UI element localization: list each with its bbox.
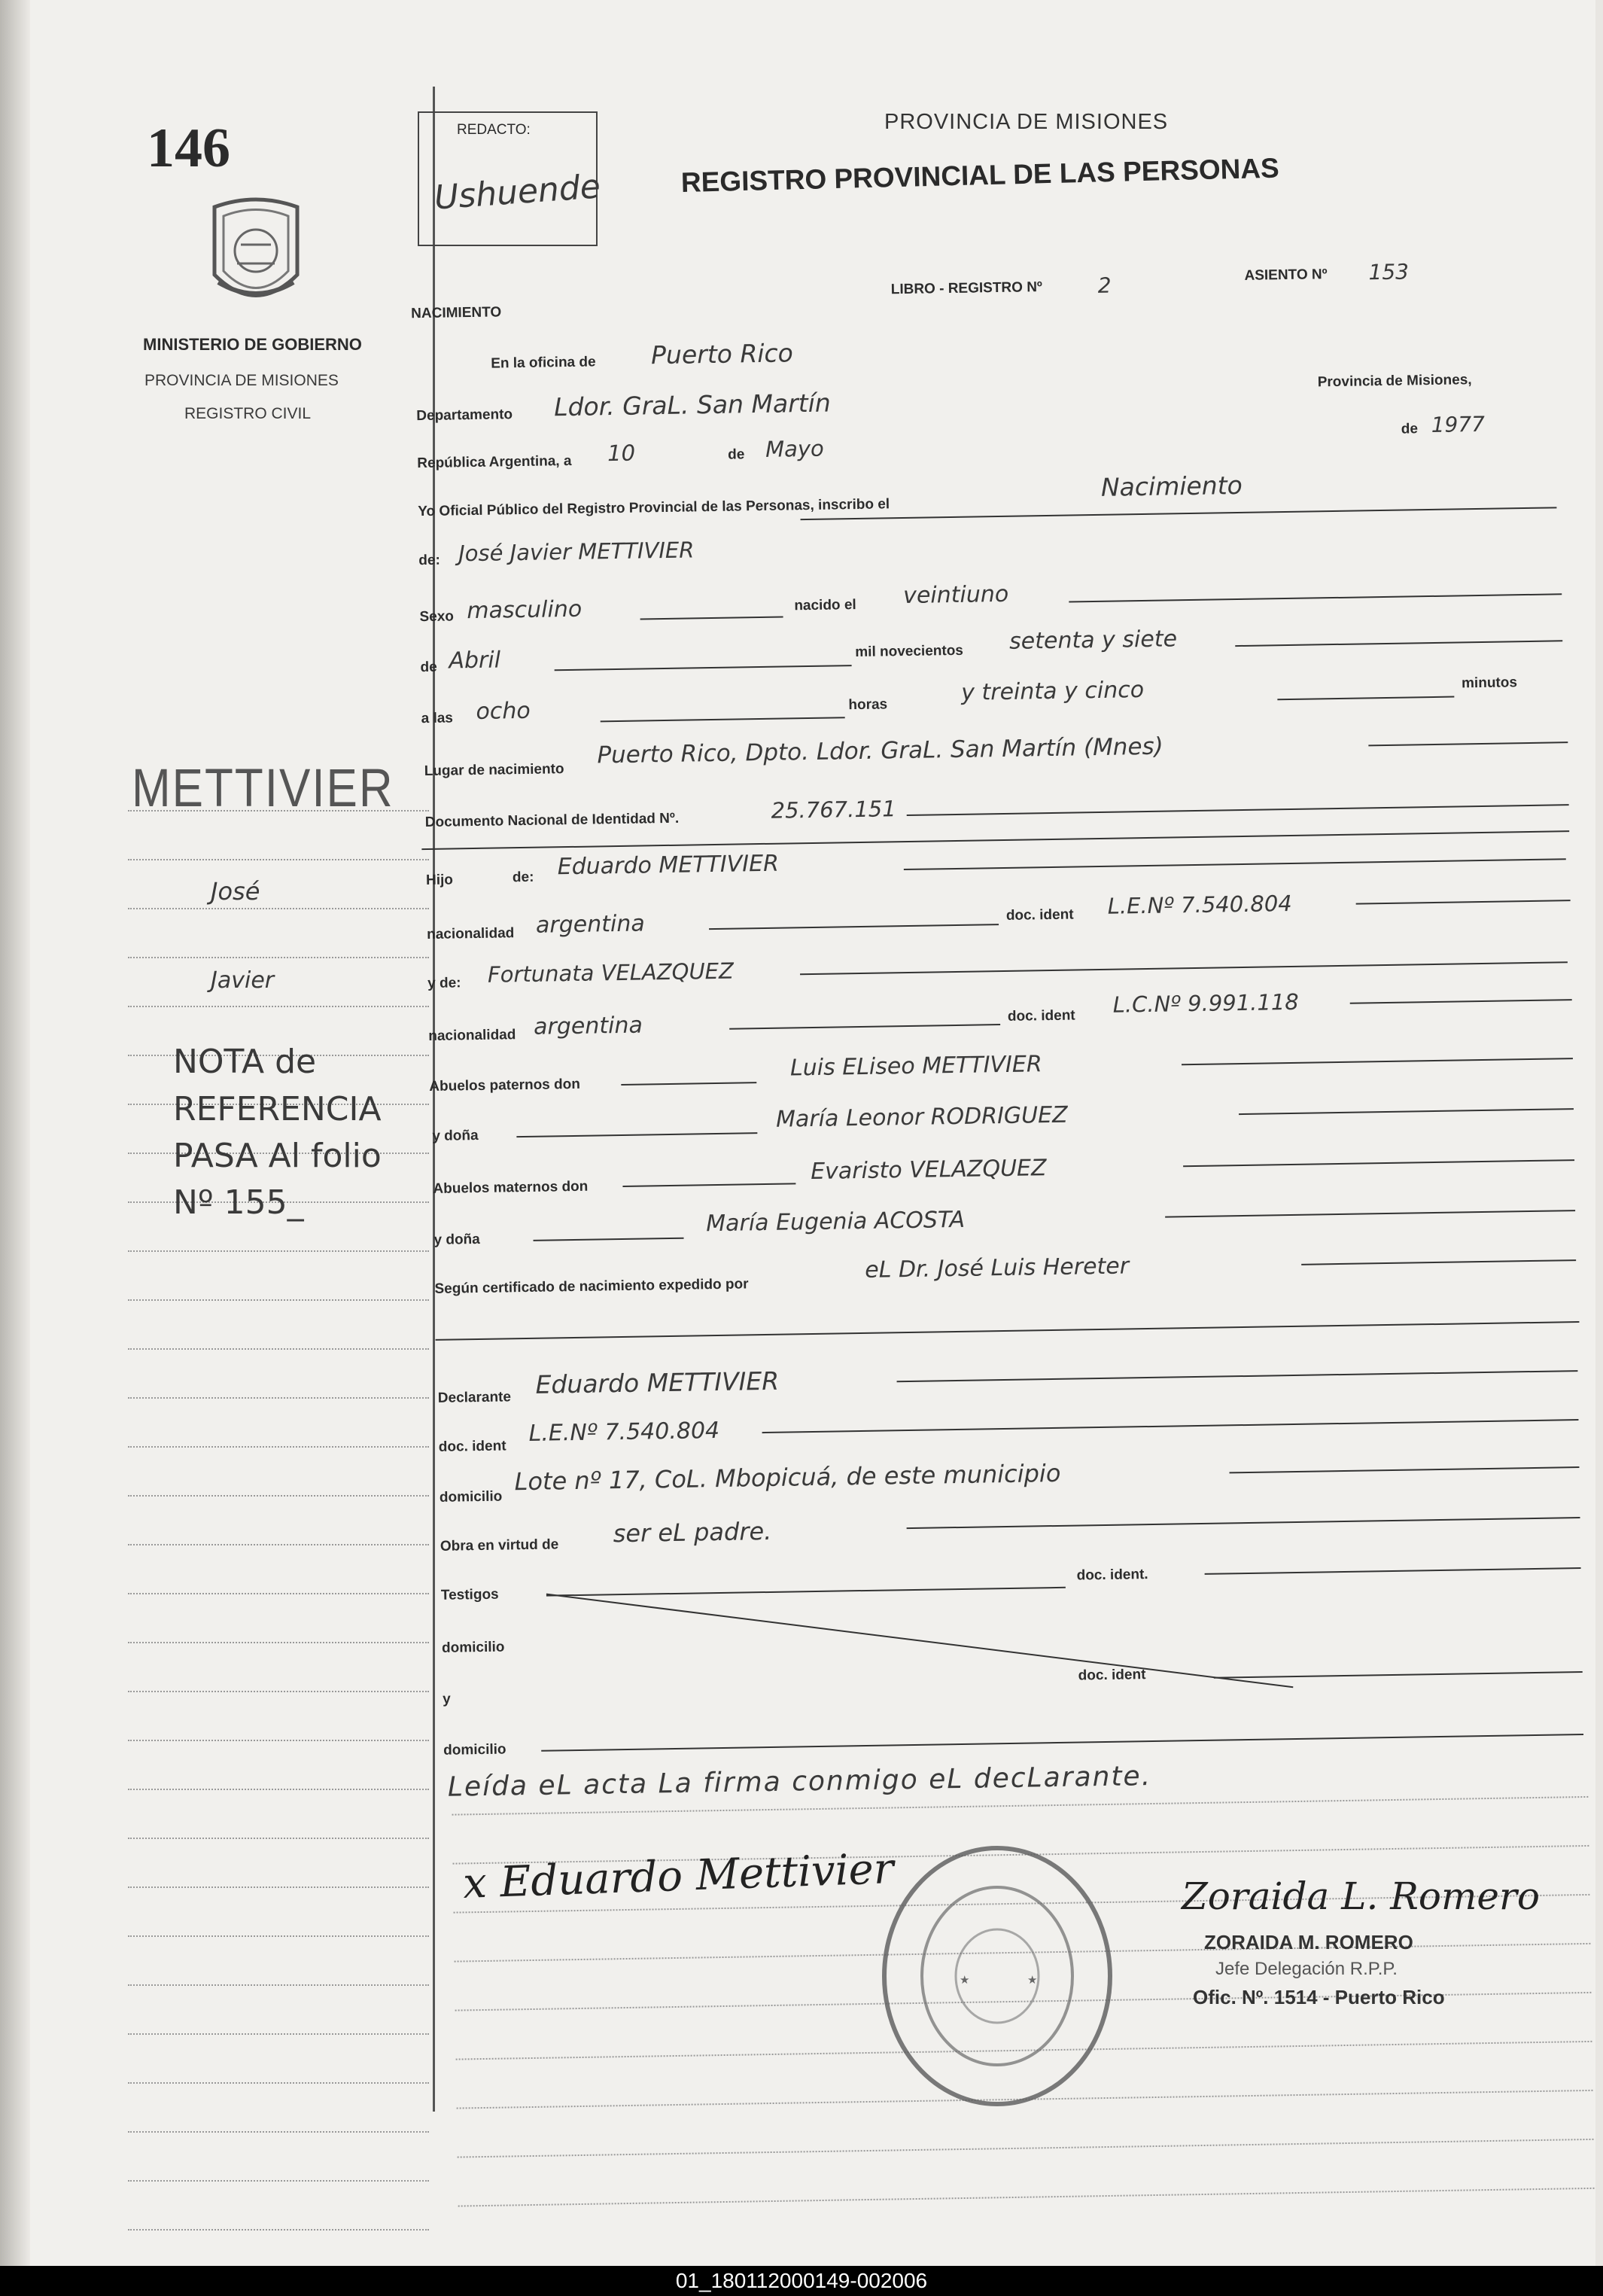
document-page	[30, 0, 1595, 2266]
line-abmat2-a	[534, 1238, 684, 1241]
de-mes-label: de	[728, 446, 745, 463]
oficina-label: En la oficina de	[491, 354, 596, 372]
page-number: 146	[147, 117, 230, 179]
acto-value: Nacimiento	[1100, 470, 1243, 502]
dni-label: Documento Nacional de Identidad Nº.	[424, 810, 680, 831]
line-dom2	[541, 1734, 1583, 1752]
official-seal-icon	[873, 1837, 1121, 2115]
ab-mat2-value: María Eugenia ACOSTA	[705, 1206, 966, 1238]
domicilio-label: domicilio	[439, 1488, 503, 1506]
line-padre-nac	[709, 924, 999, 930]
dni-value: 25.767.151	[771, 796, 896, 824]
registry-label: REGISTRO CIVIL	[184, 405, 312, 422]
y-label: y	[442, 1691, 451, 1707]
libro-label: LIBRO - REGISTRO Nº	[890, 279, 1043, 298]
nombre-value: José Javier METTIVIER	[458, 537, 695, 567]
line-min	[1277, 696, 1454, 701]
domicilio1-label: domicilio	[441, 1639, 505, 1656]
mes-value: Mayo	[765, 435, 825, 462]
line-madre-nac	[729, 1024, 1000, 1030]
padre-nac-value: argentina	[535, 910, 645, 939]
line-padre-doc	[1356, 900, 1571, 904]
ab-pat-label: Abuelos paternos don	[429, 1076, 581, 1095]
footer-caption: 01_180112000149-002006	[0, 2266, 1603, 2296]
line-test	[546, 1587, 1066, 1597]
line-dom	[1229, 1466, 1579, 1473]
redacto-signature: Ushuende	[433, 167, 602, 218]
redacto-label: REDACTO:	[457, 122, 531, 138]
libro-value: 2	[1097, 273, 1112, 298]
line-madre-doc	[1350, 999, 1572, 1004]
provincia-label: Provincia de Misiones,	[1317, 372, 1472, 391]
obra-label: Obra en virtud de	[440, 1536, 559, 1555]
ab-mat-value: Evaristo VELAZQUEZ	[810, 1155, 1047, 1186]
line-decl-doc	[762, 1419, 1579, 1433]
lugar-label: Lugar de nacimiento	[424, 761, 564, 780]
dia-value: 10	[607, 440, 636, 467]
anio-label: de	[1401, 421, 1419, 437]
header-province: PROVINCIA DE MISIONES	[884, 110, 1169, 134]
line-test-doc	[1205, 1567, 1581, 1575]
declarante-value: Eduardo METTIVIER	[535, 1366, 780, 1399]
test-doc2-label: doc. ident	[1078, 1667, 1146, 1684]
line-abpat2-a	[516, 1132, 757, 1137]
line-sep1	[421, 830, 1569, 850]
line-padre	[904, 858, 1566, 870]
line-anio	[1235, 640, 1562, 647]
padre-nac-label: nacionalidad	[426, 925, 515, 943]
decl-doc-label: doc. ident	[438, 1438, 506, 1455]
departamento-value: Ldor. GraL. San Martín	[553, 388, 832, 422]
madre-doc-value: L.C.Nº 9.991.118	[1112, 988, 1299, 1018]
line-cert	[1301, 1259, 1576, 1265]
hora-value: ocho	[476, 697, 531, 725]
line-dni	[907, 804, 1569, 816]
line-abmat-a	[622, 1183, 795, 1187]
line-hora	[601, 717, 845, 722]
y-dona2-label: y doña	[433, 1231, 480, 1248]
padre-value: Eduardo METTIVIER	[557, 850, 780, 881]
y-dona-label: y doña	[432, 1127, 479, 1144]
line-obra	[907, 1517, 1580, 1529]
republica-label: República Argentina, a	[417, 452, 572, 472]
margin-second-name: Javier	[211, 967, 275, 994]
oficina-value: Puerto Rico	[650, 338, 794, 370]
test-doc-label: doc. ident.	[1076, 1567, 1148, 1584]
testigos-strike	[546, 1594, 1294, 1689]
madre-nac-value: argentina	[533, 1012, 643, 1040]
margin-note-line-2: REFERENCIA	[173, 1090, 382, 1128]
yo-label: Yo Oficial Público del Registro Provincial de las Personas, inscribo el	[418, 496, 890, 520]
madre-nac-label: nacionalidad	[428, 1027, 516, 1044]
declarante-label: Declarante	[437, 1389, 512, 1406]
official-name: ZORAIDA M. ROMERO	[1204, 1931, 1413, 1953]
leida-text: Leída eL acta La firma conmigo eL decLarante.	[447, 1761, 1152, 1803]
official-role: Jefe Delegación R.P.P.	[1215, 1959, 1398, 1979]
svg-text:★: ★	[960, 1973, 970, 1987]
province-label: PROVINCIA DE MISIONES	[144, 372, 339, 389]
y-de-label: y de:	[427, 975, 461, 992]
ab-pat2-value: María Leonor RODRIGUEZ	[775, 1101, 1068, 1133]
margin-note-line-1: NOTA de	[173, 1043, 317, 1081]
line-cert2	[436, 1321, 1580, 1341]
madre-value: Fortunata VELAZQUEZ	[487, 958, 735, 988]
line-nacido	[1069, 593, 1562, 602]
margin-first-name: José	[211, 877, 260, 906]
domicilio2-label: domicilio	[443, 1741, 506, 1759]
de-mes-nac-label: de	[420, 659, 437, 676]
madre-doc-label: doc. ident	[1007, 1007, 1075, 1025]
de-nombre-label: de:	[418, 552, 441, 569]
ministry-label: MINISTERIO DE GOBIERNO	[143, 335, 362, 354]
line-lugar	[1368, 741, 1568, 746]
line-abpat-b	[1182, 1058, 1573, 1065]
mes-nac-value: Abril	[449, 647, 501, 674]
svg-text:★: ★	[1027, 1973, 1038, 1987]
departamento-label: Departamento	[416, 407, 513, 425]
line-sexo	[640, 617, 783, 620]
ab-pat-value: Luis ELiseo METTIVIER	[789, 1051, 1042, 1082]
lugar-value: Puerto Rico, Dpto. Ldor. GraL. San Martín (Mnes)	[597, 732, 1164, 769]
form-rule-line	[458, 2138, 1594, 2158]
line-nombre	[801, 507, 1557, 520]
cert-value: eL Dr. José Luis Hereter	[864, 1253, 1130, 1284]
header-title: REGISTRO PROVINCIAL DE LAS PERSONAS	[680, 152, 1280, 198]
line-madre	[800, 961, 1568, 975]
line-abpat-a	[621, 1082, 756, 1086]
decl-doc-value: L.E.Nº 7.540.804	[528, 1417, 720, 1447]
ab-mat-label: Abuelos maternos don	[433, 1178, 589, 1197]
official-signature: Zoraida L. Romero	[1182, 1874, 1541, 1918]
form-rule-line	[458, 2187, 1595, 2207]
asiento-label: ASIENTO Nº	[1244, 266, 1328, 284]
margin-note-line-4: Nº 155_	[173, 1183, 304, 1222]
minutos-label: minutos	[1461, 674, 1518, 692]
hijo-de-label: de:	[512, 869, 534, 886]
line-test-doc2	[1214, 1671, 1583, 1679]
a-las-label: a las	[421, 710, 454, 727]
margin-surname: METTIVIER	[132, 758, 394, 819]
padre-doc-label: doc. ident	[1005, 906, 1074, 924]
mil-label: mil novecientos	[855, 642, 964, 661]
margin-note-line-3: PASA Al folio	[173, 1137, 382, 1175]
minutos-value: y treinta y cinco	[960, 677, 1145, 706]
official-office: Ofic. Nº. 1514 - Puerto Rico	[1193, 1986, 1445, 2008]
line-abpat2-b	[1239, 1108, 1574, 1115]
declarante-signature: x Eduardo Mettivier	[462, 1844, 895, 1908]
nacido-value: veintiuno	[902, 580, 1009, 610]
nacido-label: nacido el	[794, 597, 856, 614]
domicilio-value: Lote nº 17, CoL. Mbopicuá, de este municipio	[514, 1458, 1061, 1497]
line-abmat-b	[1183, 1159, 1574, 1167]
asiento-value: 153	[1368, 259, 1410, 285]
line-mes	[555, 665, 852, 671]
sexo-label: Sexo	[419, 608, 455, 626]
section-label: NACIMIENTO	[411, 304, 502, 322]
testigos-label: Testigos	[440, 1586, 499, 1603]
line-abmat2-b	[1165, 1210, 1575, 1218]
anio-nac-value: setenta y siete	[1008, 626, 1178, 655]
line-decl	[897, 1370, 1578, 1382]
horas-label: horas	[848, 696, 888, 714]
obra-value: ser eL padre.	[613, 1516, 772, 1548]
cert-label: Según certificado de nacimiento expedido por	[434, 1276, 749, 1297]
padre-doc-value: L.E.Nº 7.540.804	[1107, 890, 1293, 919]
sexo-value: masculino	[467, 595, 582, 625]
hijo-label: Hijo	[425, 872, 454, 889]
anio-value: 1977	[1431, 411, 1486, 437]
